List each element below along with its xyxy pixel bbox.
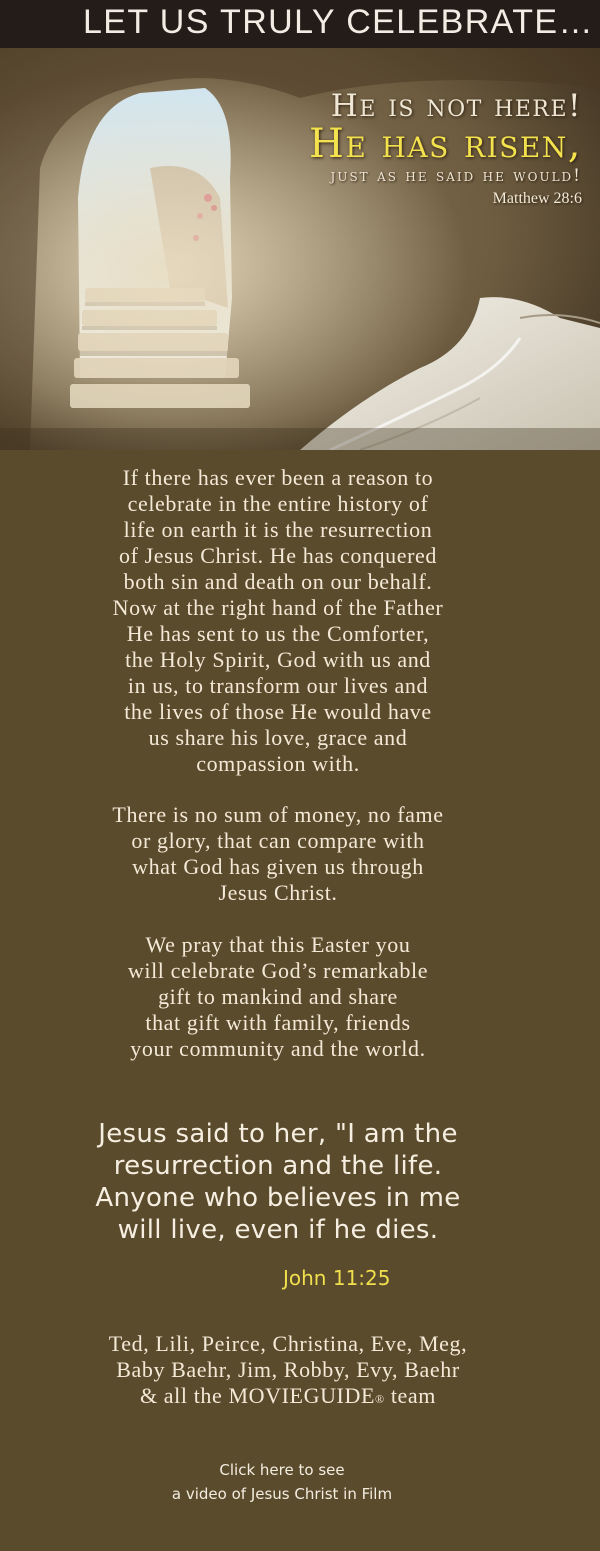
registered-mark: ® <box>375 1392 385 1406</box>
paragraph-line: life on earth it is the resurrection <box>123 517 433 542</box>
top-banner <box>0 0 600 48</box>
video-link-line1[interactable]: Click here to see <box>219 1461 345 1479</box>
paragraph-line: both sin and death on our behalf. <box>123 569 433 594</box>
paragraph-line: Jesus Christ. <box>218 880 338 905</box>
paragraph-line: will celebrate God’s remarkable <box>127 958 429 983</box>
paragraph-line: what God has given us through <box>132 854 424 879</box>
paragraph-line: the lives of those He would have <box>124 699 432 724</box>
verse-reference: John 11:25 <box>283 1266 391 1290</box>
paragraph-celebrate <box>0 465 578 777</box>
paragraph-line: or glory, that can compare with <box>131 828 425 853</box>
video-link-line2[interactable]: a video of Jesus Christ in Film <box>171 1485 393 1503</box>
paragraph-line: We pray that this Easter you <box>145 932 411 957</box>
paragraph-line: gift to mankind and share <box>158 984 398 1009</box>
hero-scripture-reference: Matthew 28:6 <box>492 190 582 207</box>
banner-title: LET US TRULY CELEBRATE… <box>83 3 594 41</box>
hero-scripture-overlay <box>309 88 582 210</box>
paragraph-easter-prayer <box>0 932 578 1062</box>
signature-block <box>0 1331 588 1412</box>
paragraph-line: the Holy Spirit, God with us and <box>125 647 431 672</box>
paragraph-line: There is no sum of money, no fame <box>112 802 444 827</box>
verse-line: Jesus said to her, "I am the <box>98 1119 458 1149</box>
signature-line: Ted, Lili, Peirce, Christina, Eve, Meg, <box>108 1331 468 1356</box>
hero-line-risen: He has risen, <box>308 121 582 167</box>
hero-line-said: just as he said he would! <box>330 166 582 186</box>
paragraph-line: He has sent to us the Comforter, <box>126 621 430 646</box>
signature-line-team <box>0 1383 588 1412</box>
signature-line: Baby Baehr, Jim, Robby, Evy, Baehr <box>116 1357 460 1382</box>
paragraph-line: If there has ever been a reason to <box>122 465 434 490</box>
verse-line: Anyone who believes in me <box>95 1183 461 1213</box>
paragraph-line: that gift with family, friends <box>145 1010 411 1035</box>
verse-line: resurrection and the life. <box>113 1151 443 1181</box>
hero-line-not-here: He is not here! <box>330 88 582 124</box>
video-link[interactable] <box>0 1458 582 1506</box>
signature-team-suffix: team <box>384 1383 436 1408</box>
paragraph-line: your community and the world. <box>130 1036 426 1061</box>
empty-tomb-hero-image <box>0 48 600 450</box>
paragraph-line: celebrate in the entire history of <box>127 491 429 516</box>
paragraph-line: Now at the right hand of the Father <box>112 595 444 620</box>
paragraph-line: compassion with. <box>196 751 360 776</box>
paragraph-no-sum <box>0 802 578 906</box>
paragraph-line: us share his love, grace and <box>148 725 408 750</box>
verse-quote <box>0 1118 578 1246</box>
verse-line: will live, even if he dies. <box>117 1215 439 1245</box>
signature-team-prefix: & all the MOVIEGUIDE <box>140 1383 376 1408</box>
paragraph-line: of Jesus Christ. He has conquered <box>119 543 437 568</box>
paragraph-line: in us, to transform our lives and <box>127 673 429 698</box>
